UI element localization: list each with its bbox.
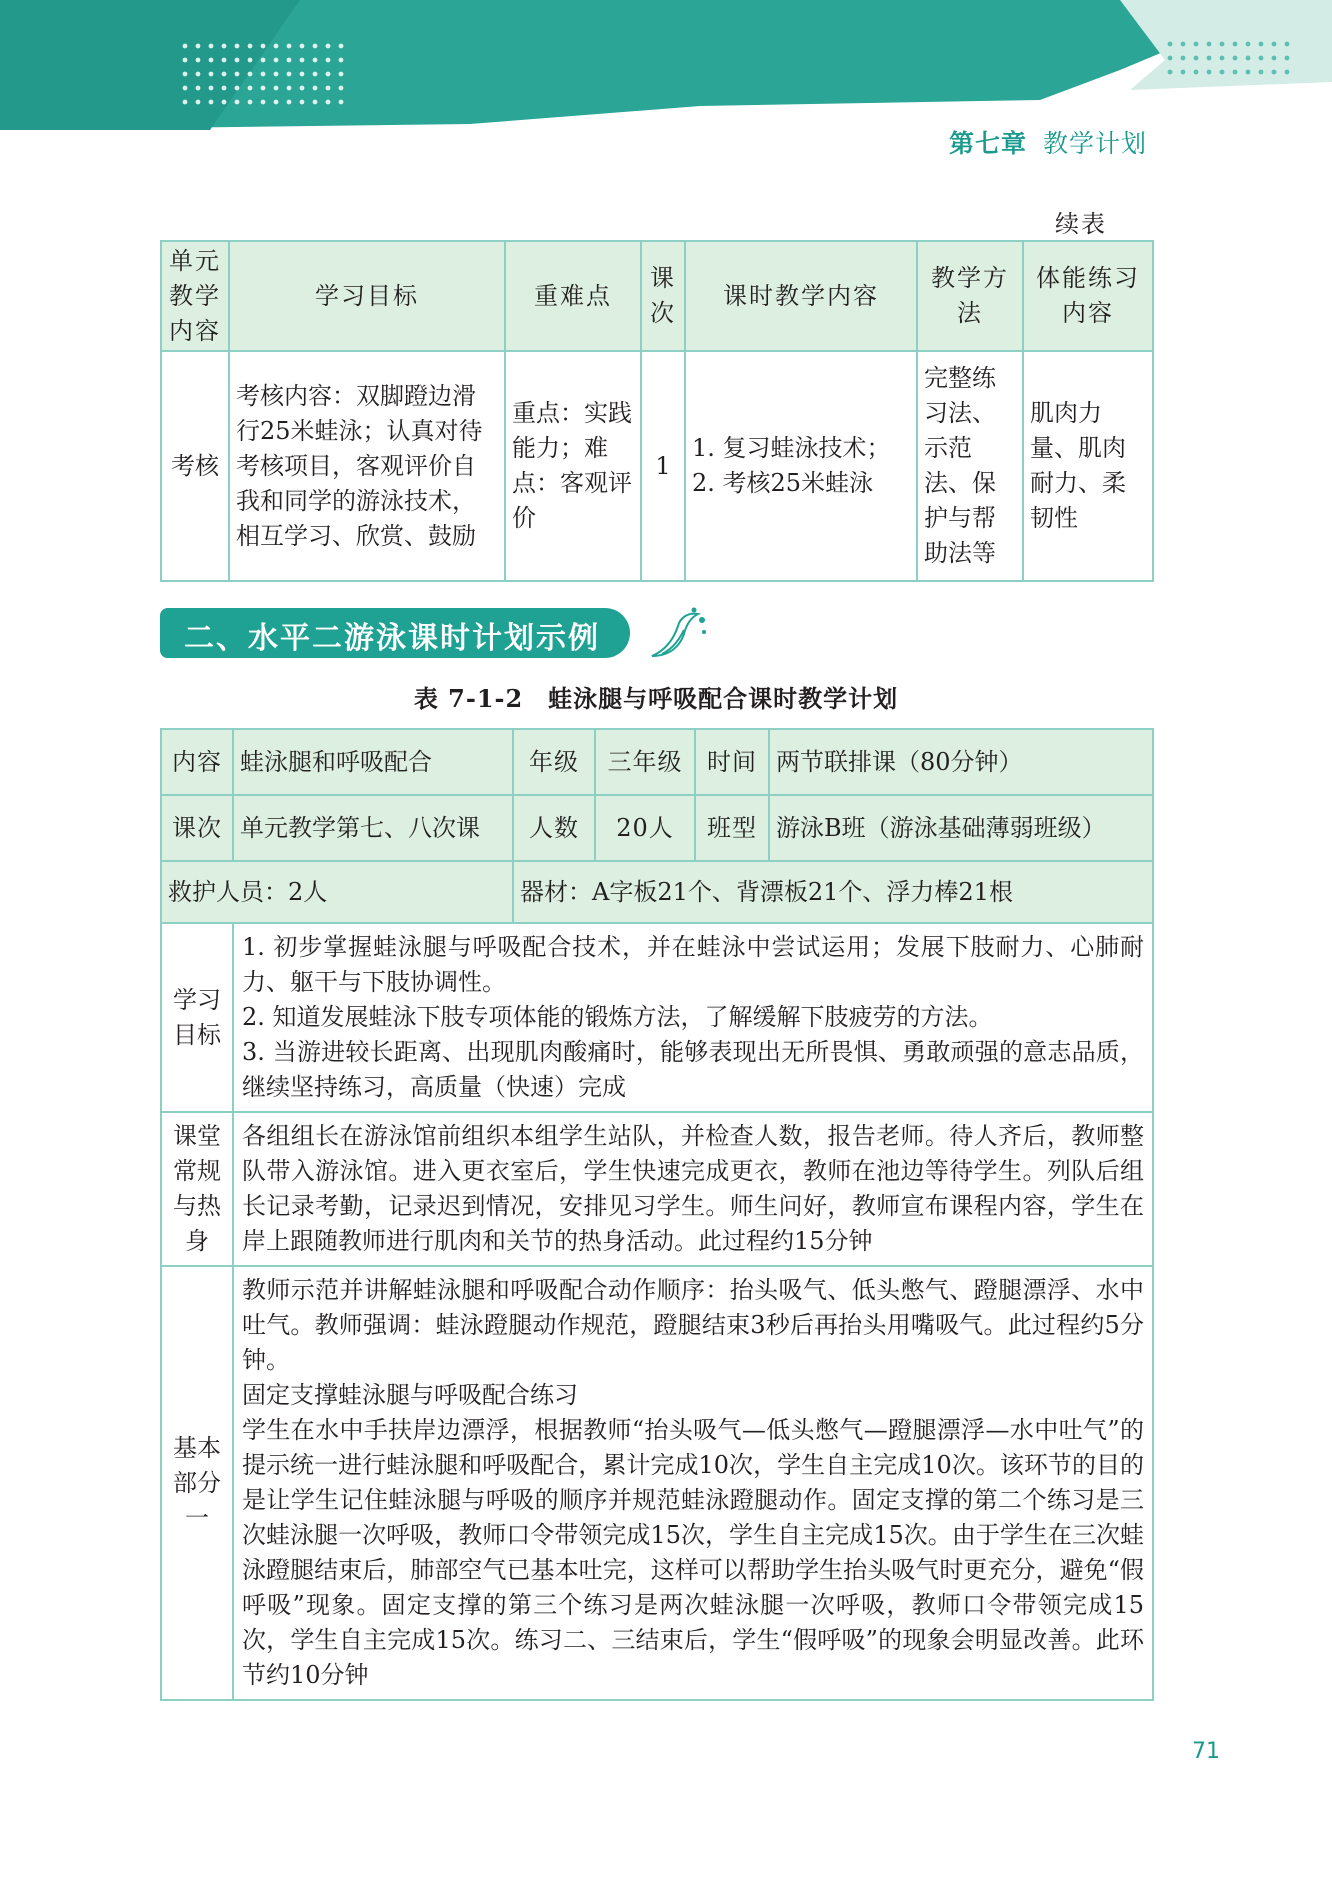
unit-cell: 考核 <box>161 351 229 581</box>
session-value: 单元教学第七、八次课 <box>233 795 513 861</box>
unit-plan-table <box>160 240 1154 582</box>
header-banner <box>0 0 1332 130</box>
session-label: 课次 <box>161 795 233 861</box>
class-type-label: 班型 <box>695 795 769 861</box>
grade-value: 三年级 <box>595 729 695 795</box>
header-cell: 重难点 <box>505 241 641 351</box>
table-caption: 表 7-1-2 蛙泳腿与呼吸配合课时教学计划 <box>413 684 899 713</box>
basic-part-body <box>233 1266 1153 1700</box>
page-number: 71 <box>1192 1739 1220 1764</box>
table-row <box>161 795 1153 861</box>
table-header-row <box>161 241 1153 351</box>
lesson-plan-table <box>160 728 1154 1701</box>
headcount-value: 20人 <box>595 795 695 861</box>
chapter-heading <box>949 124 1147 160</box>
continued-label: 续表 <box>1055 210 1107 238</box>
wave-icon <box>648 604 708 662</box>
header-cell: 教学方法 <box>917 241 1023 351</box>
goal-item: 1. 初步掌握蛙泳腿与呼吸配合技术，并在蛙泳中尝试运用；发展下肢耐力、心肺耐力、躯干与下肢协调性。 <box>242 933 1144 996</box>
equipment: 器材：A字板21个、背漂板21个、浮力棒21根 <box>513 861 1153 923</box>
time-value: 两节联排课（80分钟） <box>769 729 1153 795</box>
section-heading <box>160 608 630 658</box>
basic-part-label: 基本部分一 <box>161 1266 233 1700</box>
table-row <box>161 923 1153 1112</box>
content-label: 内容 <box>161 729 233 795</box>
fitness-cell: 肌肉力量、肌肉耐力、柔韧性 <box>1023 351 1153 581</box>
basic-paragraph: 固定支撑蛙泳腿与呼吸配合练习 <box>242 1381 578 1409</box>
header-cell: 学习目标 <box>229 241 505 351</box>
goals-label: 学习目标 <box>161 923 233 1112</box>
key-points-cell: 重点：实践能力；难点：客观评价 <box>505 351 641 581</box>
header-cell: 课时教学内容 <box>685 241 917 351</box>
content-cell: 1. 复习蛙泳技术；2. 考核25米蛙泳 <box>685 351 917 581</box>
table-row <box>161 351 1153 581</box>
goals-cell: 考核内容：双脚蹬边滑行25米蛙泳；认真对待考核项目，客观评价自我和同学的游泳技术，相互学习、欣赏、鼓励 <box>229 351 505 581</box>
class-type-value: 游泳B班（游泳基础薄弱班级） <box>769 795 1153 861</box>
headcount-label: 人数 <box>513 795 595 861</box>
header-cell: 课次 <box>641 241 685 351</box>
goals-body <box>233 923 1153 1112</box>
goal-item: 3. 当游进较长距离、出现肌肉酸痛时，能够表现出无所畏惧、勇敢顽强的意志品质，继续坚持练习，高质量（快速）完成 <box>242 1038 1144 1101</box>
table-row <box>161 861 1153 923</box>
rescue-staff: 救护人员：2人 <box>161 861 513 923</box>
chapter-title: 教学计划 <box>1042 129 1147 158</box>
table-row <box>161 1266 1153 1700</box>
goal-item: 2. 知道发展蛙泳下肢专项体能的锻炼方法，了解缓解下肢疲劳的方法。 <box>242 1003 993 1031</box>
content-value: 蛙泳腿和呼吸配合 <box>233 729 513 795</box>
chapter-number: 第七章 <box>948 129 1027 158</box>
method-cell: 完整练习法、示范法、保护与帮助法等 <box>917 351 1023 581</box>
header-cell: 单元教学内容 <box>161 241 229 351</box>
session-cell: 1 <box>641 351 685 581</box>
header-cell: 体能练习内容 <box>1023 241 1153 351</box>
grade-label: 年级 <box>513 729 595 795</box>
table-row <box>161 1112 1153 1266</box>
routine-label: 课堂常规与热身 <box>161 1112 233 1266</box>
section-title: 二、水平二游泳课时计划示例 <box>184 621 600 656</box>
basic-paragraph: 学生在水中手扶岸边漂浮，根据教师“抬头吸气—低头憋气—蹬腿漂浮—水中吐气”的提示统一进行蛙泳腿和呼吸配合，累计完成10次，学生自主完成10次。该环节的目的是让学生记住蛙泳腿与呼吸的顺序并规范蛙泳蹬腿动作。固定支撑的第二个练习是三次蛙泳腿一次呼吸，教师口令带领完成15次，学生自主完成15次。由于学生在三次蛙泳蹬腿结束后，肺部空气已基本吐完，这样可以帮助学生抬头吸气时更充分，避免“假呼吸”现象。固定支撑的第三个练习是两次蛙泳腿一次呼吸，教师口令带领完成15次，学生自主完成15次。练习二、三结束后，学生“假呼吸”的现象会明显改善。此环节约10分钟 <box>242 1416 1144 1689</box>
routine-body: 各组组长在游泳馆前组织本组学生站队，并检查人数，报告老师。待人齐后，教师整队带入游泳馆。进入更衣室后，学生快速完成更衣，教师在池边等待学生。列队后组长记录考勤，记录迟到情况，安排见习学生。师生问好，教师宣布课程内容，学生在岸上跟随教师进行肌肉和关节的热身活动。此过程约15分钟 <box>233 1112 1153 1266</box>
time-label: 时间 <box>695 729 769 795</box>
basic-paragraph: 教师示范并讲解蛙泳腿和呼吸配合动作顺序：抬头吸气、低头憋气、蹬腿漂浮、水中吐气。教师强调：蛙泳蹬腿动作规范，蹬腿结束3秒后再抬头用嘴吸气。此过程约5分钟。 <box>242 1276 1144 1374</box>
table-row <box>161 729 1153 795</box>
